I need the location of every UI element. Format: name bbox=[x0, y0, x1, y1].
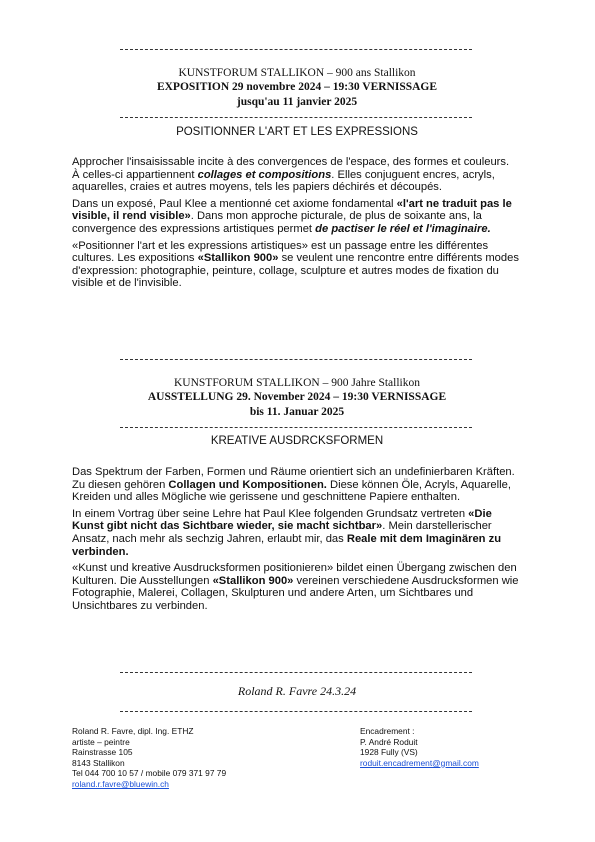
fr-header-line1: KUNSTFORUM STALLIKON – 900 ans Stallikon bbox=[178, 67, 416, 79]
dashed-divider bbox=[120, 117, 472, 118]
dashed-divider bbox=[120, 672, 472, 673]
de-body bbox=[72, 466, 524, 613]
artist-phone: Tel 044 700 10 57 / mobile 079 371 97 79 bbox=[72, 768, 227, 779]
de-paragraph-1a: Das Spektrum der Farben, Formen und Räume orientiert sich an undefinierbaren Kräften. bbox=[72, 466, 515, 478]
framing-email-link[interactable]: roduit.encadrement@gmail.com bbox=[360, 757, 479, 768]
fr-paragraph-1b: À celles-ci appartiennent collages et compositions. Elles conjuguent encres, acryls, aquarelles, craies et autres moyens, tels les papiers déchirés et découpés. bbox=[72, 168, 495, 194]
de-header-line3: bis 11. Januar 2025 bbox=[249, 406, 345, 418]
artist-email-link[interactable]: roland.r.favre@bluewin.ch bbox=[72, 778, 169, 789]
fr-paragraph-2: Dans un exposé, Paul Klee a mentionné cet axiome fondamental «l'art ne traduit pas le visible, il rend visible». Dans mon approche picturale, de plus de soixante ans, la convergence des expressions artistiques permet de pactiser le réel et l'imaginaire. bbox=[72, 197, 512, 235]
dashed-divider bbox=[120, 427, 472, 428]
de-paragraph-2: In einem Vortrag über seine Lehre hat Paul Klee folgenden Grundsatz vertreten «Die Kunst gibt nicht das Sichtbare wieder, sie macht sichtbar». Mein darstellerischer Ansatz, nach mehr als sechzig Jahren, erlaubt mir, das Reale mit dem Imaginären zu verbinden. bbox=[72, 507, 502, 558]
de-header-line2: AUSSTELLUNG 29. November 2024 – 19:30 VERNISSAGE bbox=[147, 391, 447, 403]
de-section-title: KREATIVE AUSDRCKSFORMEN bbox=[210, 435, 384, 447]
artist-name: Roland R. Favre, dipl. Ing. ETHZ bbox=[72, 726, 194, 736]
fr-paragraph-1a: Approcher l'insaisissable incite à des convergences de l'espace, des formes et couleurs. bbox=[72, 156, 510, 168]
de-paragraph-1b: Zu diesen gehören Collagen und Kompositionen. Diese können Öle, Acryls, Aquarelle, Kreiden und alles Mögliche wie gerissene und geschnittene Papiere enthalten. bbox=[72, 478, 511, 504]
artist-role: artiste – peintre bbox=[72, 736, 130, 747]
dashed-divider bbox=[120, 359, 472, 360]
artist-street: Rainstrasse 105 bbox=[72, 747, 133, 758]
framing-city: 1928 Fully (VS) bbox=[360, 747, 418, 758]
contact-framing bbox=[360, 726, 540, 768]
fr-section-title: POSITIONNER L'ART ET LES EXPRESSIONS bbox=[176, 126, 418, 138]
contact-artist bbox=[72, 726, 322, 790]
dashed-divider bbox=[120, 711, 472, 712]
artist-city: 8143 Stallikon bbox=[72, 757, 125, 768]
fr-body bbox=[72, 156, 524, 290]
signature: Roland R. Favre 24.3.24 bbox=[237, 684, 357, 698]
framing-heading: Encadrement : bbox=[360, 726, 415, 736]
fr-paragraph-3: «Positionner l'art et les expressions artistiques» est un passage entre les différentes cultures. Les expositions «Stallikon 900» se veulent une rencontre entre différents modes d'expression: photographie, peinture, collage, sculpture et autres modes de fixation du visible et de l'invisible. bbox=[72, 239, 519, 290]
de-paragraph-3: «Kunst und kreative Ausdrucksformen positionieren» bildet einen Übergang zwischen den Kulturen. Die Ausstellungen «Stallikon 900» vereinen verschiedene Ausdrucksformen wie Fotographie, Malerei, Collagen, Skulpturen und andere Arten, um Sichtbares und Unsichtbares zu verbinden. bbox=[72, 562, 519, 612]
dashed-divider bbox=[120, 49, 472, 50]
fr-header-line2: EXPOSITION 29 novembre 2024 – 19:30 VERNISSAGE bbox=[156, 81, 438, 93]
framing-name: P. André Roduit bbox=[360, 736, 418, 747]
de-header-line1: KUNSTFORUM STALLIKON – 900 Jahre Stallikon bbox=[173, 377, 420, 389]
fr-header-line3: jusqu'au 11 janvier 2025 bbox=[236, 96, 358, 108]
